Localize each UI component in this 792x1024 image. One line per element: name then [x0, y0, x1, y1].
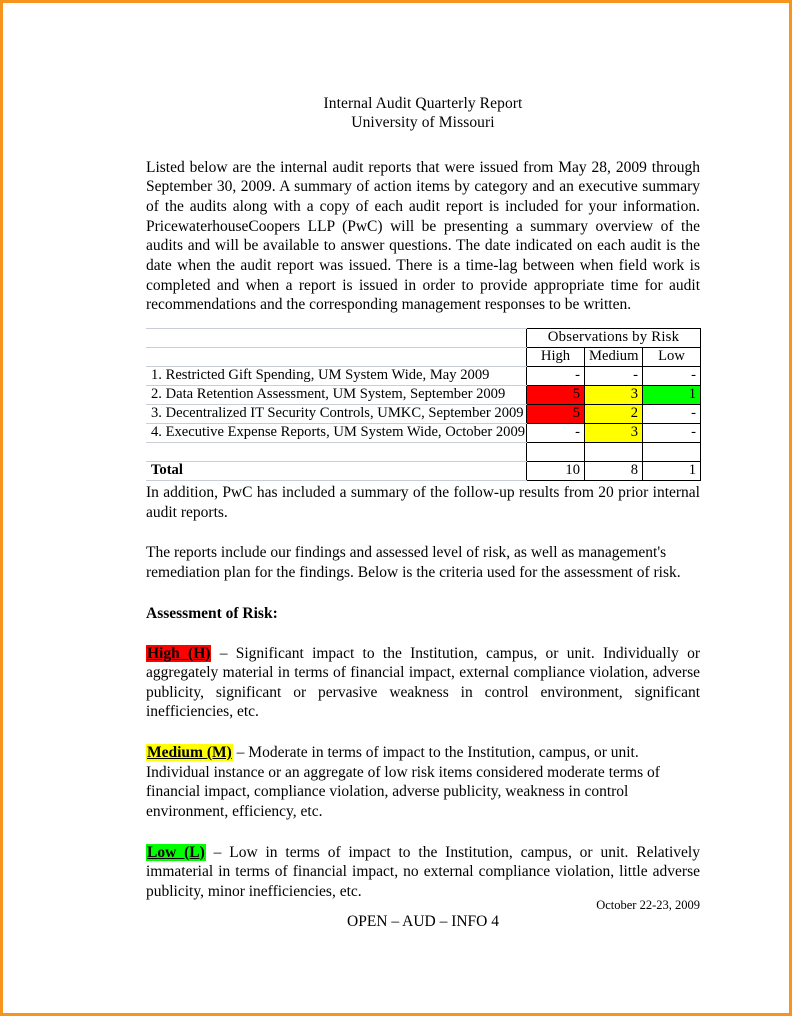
low-value: -	[643, 404, 701, 423]
medium-value: 2	[585, 404, 643, 423]
page-title: Internal Audit Quarterly Report	[323, 95, 523, 112]
spacer-low	[643, 442, 701, 461]
table-spacer-row	[147, 442, 701, 461]
observations-by-risk-table	[146, 328, 701, 481]
high-value: 5	[527, 385, 585, 404]
audit-label: 3. Decentralized IT Security Controls, UMKC, September 2009	[147, 404, 527, 423]
low-value: 1	[643, 385, 701, 404]
spacer-label	[147, 442, 527, 461]
medium-value: 3	[585, 385, 643, 404]
risk-definition-medium-text: – Moderate in terms of impact to the Institution, campus, or unit. Individual instance or an aggregate of low risk items considered moderate terms of financial impact, compliance violation, adverse publicity, weakness in control environment, efficiency, etc.	[146, 744, 660, 820]
column-header-medium: Medium	[585, 347, 643, 366]
follow-up-paragraph: In addition, PwC has included a summary of the follow-up results from 20 prior internal audit reports.	[146, 483, 700, 521]
table-row	[147, 423, 701, 442]
spacer-high	[527, 442, 585, 461]
table-column-header-row	[147, 347, 701, 366]
audit-label: 2. Data Retention Assessment, UM System, September 2009	[147, 385, 527, 404]
page-content	[146, 3, 700, 902]
footer-date: October 22-23, 2009	[596, 898, 700, 912]
reports-paragraph: The reports include our findings and assessed level of risk, as well as management's remediation plan for the findings. Below is the criteria used for the assessment of risk.	[146, 544, 681, 581]
medium-value: -	[585, 366, 643, 385]
table-group-header-row	[147, 328, 701, 347]
table-row	[147, 385, 701, 404]
document-title-block	[146, 95, 700, 133]
risk-definition-low	[146, 843, 700, 902]
spacer-medium	[585, 442, 643, 461]
assessment-of-risk-heading: Assessment of Risk:	[146, 604, 278, 622]
high-value: -	[527, 366, 585, 385]
medium-value: 3	[585, 423, 643, 442]
total-high: 10	[527, 461, 585, 480]
footer-identifier: OPEN – AUD – INFO 4	[347, 913, 499, 930]
low-value: -	[643, 366, 701, 385]
table-row	[147, 366, 701, 385]
high-value: -	[527, 423, 585, 442]
intro-paragraph: Listed below are the internal audit reports that were issued from May 28, 2009 through September 30, 2009. A summary of action items by category and an executive summary of the audits along with a copy of each audit report is included for your information. PricewaterhouseCoopers LLP (PwC) will be presenting a summary overview of the audits and will be available to answer questions. The date indicated on each audit is the date when the audit report was issued. There is a time-lag between when field work is completed and when a report is issued in order to provide appropriate time for audit recommendations and the corresponding management responses to be written.	[146, 158, 700, 314]
risk-definition-high-text: – Significant impact to the Institution, campus, or unit. Individually or aggregately material in terms of financial impact, external compliance violation, adverse publicity, significant or pervasive weakness in control environment, significant inefficiencies, etc.	[146, 644, 700, 721]
risk-tag-high: High (H)	[147, 644, 211, 662]
total-medium: 8	[585, 461, 643, 480]
table-total-row	[147, 461, 701, 480]
table-label-header-cell	[147, 347, 527, 366]
high-value: 5	[527, 404, 585, 423]
observations-by-risk-header: Observations by Risk	[527, 328, 701, 347]
observations-table-wrapper	[146, 328, 700, 481]
page-subtitle: University of Missouri	[351, 113, 495, 131]
risk-definition-low-text: – Low in terms of impact to the Institution, campus, or unit. Relatively immaterial in terms of financial impact, no external compliance violation, little adverse publicity, minor inefficiencies, etc.	[146, 843, 700, 900]
risk-definition-high	[146, 644, 700, 723]
table-corner-cell	[147, 328, 527, 347]
risk-tag-medium: Medium (M)	[147, 744, 232, 762]
total-low: 1	[643, 461, 701, 480]
risk-definition-medium	[146, 743, 700, 822]
column-header-high: High	[527, 347, 585, 366]
audit-label: 4. Executive Expense Reports, UM System Wide, October 2009	[147, 423, 527, 442]
column-header-low: Low	[643, 347, 701, 366]
low-value: -	[643, 423, 701, 442]
audit-label: 1. Restricted Gift Spending, UM System Wide, May 2009	[147, 366, 527, 385]
table-row	[147, 404, 701, 423]
total-label: Total	[147, 461, 527, 480]
risk-tag-low: Low (L)	[147, 843, 205, 861]
